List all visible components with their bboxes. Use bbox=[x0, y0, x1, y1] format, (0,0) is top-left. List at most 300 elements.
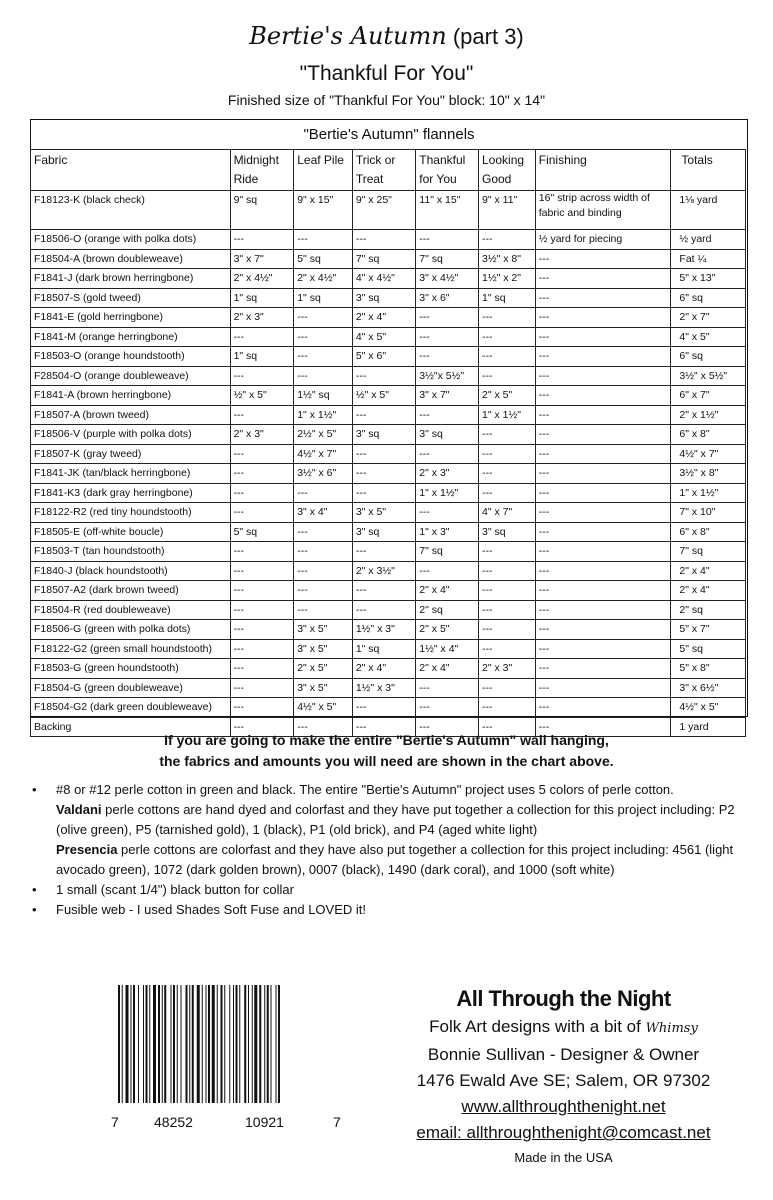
table-cell: ½ yard bbox=[671, 230, 746, 250]
barcode bbox=[113, 985, 335, 1118]
table-cell: --- bbox=[230, 678, 294, 698]
chart-note-line: If you are going to make the entire "Bertie's Autumn" wall hanging, bbox=[164, 732, 609, 748]
table-cell: --- bbox=[479, 561, 536, 581]
table-cell: 3" sq bbox=[479, 522, 536, 542]
fabric-cell: F1841-A (brown herringbone) bbox=[31, 386, 231, 406]
table-cell: 9" x 15" bbox=[294, 191, 353, 230]
barcode-bar bbox=[118, 985, 120, 1103]
table-cell: 1½" x 2" bbox=[479, 269, 536, 289]
table-row bbox=[31, 542, 746, 562]
table-cell: --- bbox=[535, 444, 671, 464]
table-row bbox=[31, 308, 746, 328]
table-cell: 2" x 4½" bbox=[230, 269, 294, 289]
table-cell: --- bbox=[416, 561, 479, 581]
table-cell: 1⅛ yard bbox=[671, 191, 746, 230]
table-cell: 4" x 7" bbox=[479, 503, 536, 523]
table-cell: --- bbox=[535, 366, 671, 386]
table-cell: --- bbox=[352, 600, 415, 620]
barcode-bar bbox=[162, 985, 163, 1103]
table-cell: --- bbox=[535, 659, 671, 679]
fabric-cell: F18503-T (tan houndstooth) bbox=[31, 542, 231, 562]
supplies-list bbox=[30, 780, 745, 920]
fabric-cell: F18506-O (orange with polka dots) bbox=[31, 230, 231, 250]
table-cell: 2" x 4" bbox=[416, 581, 479, 601]
table-cell: 2" sq bbox=[416, 600, 479, 620]
table-cell: --- bbox=[479, 620, 536, 640]
table-cell: --- bbox=[416, 405, 479, 425]
barcode-digit: 7 bbox=[111, 1114, 119, 1130]
table-cell: 1" x 3" bbox=[416, 522, 479, 542]
barcode-bar bbox=[186, 985, 188, 1103]
table-cell: --- bbox=[535, 249, 671, 269]
table-cell: 1" x 1½" bbox=[479, 405, 536, 425]
table-row bbox=[31, 503, 746, 523]
table-cell: 1 yard bbox=[671, 717, 746, 737]
table-cell: 6" sq bbox=[671, 288, 746, 308]
title-part: (part 3) bbox=[452, 24, 524, 49]
table-cell: --- bbox=[352, 542, 415, 562]
fabric-cell: F18505-E (off-white boucle) bbox=[31, 522, 231, 542]
bullet: • bbox=[32, 882, 37, 897]
table-cell: --- bbox=[479, 327, 536, 347]
table-cell: 2" x 1½" bbox=[671, 405, 746, 425]
table-cell: --- bbox=[416, 327, 479, 347]
table-cell: --- bbox=[535, 405, 671, 425]
table-cell: 1" x 1½" bbox=[294, 405, 353, 425]
table-cell: 7" sq bbox=[416, 249, 479, 269]
barcode-bar bbox=[126, 985, 129, 1103]
table-cell: 11" x 15" bbox=[416, 191, 479, 230]
table-cell: 4½" x 5" bbox=[671, 698, 746, 718]
table-cell: --- bbox=[479, 230, 536, 250]
table-cell: 5" x 6" bbox=[352, 347, 415, 367]
table-cell: --- bbox=[416, 678, 479, 698]
fabric-cell: F1841-J (dark brown herringbone) bbox=[31, 269, 231, 289]
table-cell: --- bbox=[479, 542, 536, 562]
table-cell: 9" sq bbox=[230, 191, 294, 230]
barcode-bar bbox=[202, 985, 203, 1103]
table-cell: 2½" x 5" bbox=[294, 425, 353, 445]
table-cell: ½" x 5" bbox=[352, 386, 415, 406]
table-cell: --- bbox=[294, 522, 353, 542]
table-cell: ½" x 5" bbox=[230, 386, 294, 406]
table-cell: --- bbox=[416, 717, 479, 737]
table-cell: --- bbox=[479, 678, 536, 698]
table-cell: --- bbox=[230, 230, 294, 250]
table-cell: 2" x 4" bbox=[416, 659, 479, 679]
table-cell: 3" x 6" bbox=[416, 288, 479, 308]
table-cell: --- bbox=[230, 639, 294, 659]
table-cell: --- bbox=[352, 464, 415, 484]
barcode-bar bbox=[189, 985, 190, 1103]
fabric-cell: F18503-O (orange houndstooth) bbox=[31, 347, 231, 367]
table-cell: --- bbox=[479, 347, 536, 367]
chart-title: "Bertie's Autumn" flannels bbox=[303, 126, 475, 143]
table-cell: --- bbox=[230, 620, 294, 640]
finished-size: Finished size of "Thankful For You" block: 10" x 14" bbox=[227, 92, 546, 108]
fabric-cell: F18504-A (brown doubleweave) bbox=[31, 249, 231, 269]
fabric-cell: F18507-S (gold tweed) bbox=[31, 288, 231, 308]
supply-text: Fusible web - I used Shades Soft Fuse and LOVED it! bbox=[56, 902, 366, 917]
table-cell: 9" x 25" bbox=[352, 191, 415, 230]
fabric-cell: F18122-G2 (green small houndstooth) bbox=[31, 639, 231, 659]
table-cell: Fat ¼ bbox=[671, 249, 746, 269]
table-cell: 1½" x 4" bbox=[416, 639, 479, 659]
table-cell: --- bbox=[535, 639, 671, 659]
table-cell: 2" sq bbox=[671, 600, 746, 620]
table-cell: 2" x 3" bbox=[479, 659, 536, 679]
table-cell: 6" x 8" bbox=[671, 425, 746, 445]
col-header: Fabric bbox=[31, 150, 231, 191]
table-cell: 4½" x 7" bbox=[671, 444, 746, 464]
table-row bbox=[31, 483, 746, 503]
publisher-info bbox=[386, 985, 741, 1170]
table-row bbox=[31, 600, 746, 620]
barcode-bar bbox=[143, 985, 144, 1103]
table-cell: 5" x 13" bbox=[671, 269, 746, 289]
table-cell: --- bbox=[294, 600, 353, 620]
table-cell: --- bbox=[416, 698, 479, 718]
table-cell: 2" x 4" bbox=[352, 308, 415, 328]
table-cell: --- bbox=[535, 717, 671, 737]
table-cell: 1½" x 3" bbox=[352, 620, 415, 640]
table-cell: 1" sq bbox=[479, 288, 536, 308]
barcode-bar bbox=[173, 985, 175, 1103]
barcode-digits: 48252 bbox=[154, 1114, 193, 1130]
barcode-bar bbox=[212, 985, 215, 1103]
chart-note-line: the fabrics and amounts you will need are shown in the chart above. bbox=[159, 753, 614, 769]
table-cell: --- bbox=[479, 717, 536, 737]
table-cell: 1" x 1½" bbox=[416, 483, 479, 503]
table-cell: --- bbox=[352, 405, 415, 425]
table-cell: 16" strip across width of fabric and binding bbox=[535, 191, 671, 230]
table-cell: --- bbox=[479, 698, 536, 718]
table-row bbox=[31, 561, 746, 581]
fabric-table bbox=[30, 149, 746, 737]
table-cell: --- bbox=[230, 542, 294, 562]
table-cell: 1" sq bbox=[352, 639, 415, 659]
col-header: Trick or Treat bbox=[352, 150, 415, 191]
table-cell: 3½" x 8" bbox=[479, 249, 536, 269]
table-cell: 3" x 4½" bbox=[416, 269, 479, 289]
bullet: • bbox=[32, 782, 37, 797]
table-cell: --- bbox=[352, 581, 415, 601]
barcode-bar bbox=[146, 985, 148, 1103]
barcode-bar bbox=[208, 985, 210, 1103]
table-cell: --- bbox=[230, 366, 294, 386]
barcode-bar bbox=[259, 985, 261, 1103]
table-cell: 2" x 4" bbox=[352, 659, 415, 679]
table-cell: 3" x 5" bbox=[294, 620, 353, 640]
table-cell: --- bbox=[294, 308, 353, 328]
table-row bbox=[31, 464, 746, 484]
table-cell: 3" x 5" bbox=[294, 678, 353, 698]
table-cell: --- bbox=[479, 366, 536, 386]
fabric-cell: F18507-A2 (dark brown tweed) bbox=[31, 581, 231, 601]
list-item bbox=[30, 880, 745, 900]
table-row bbox=[31, 386, 746, 406]
table-cell: 2" x 3" bbox=[230, 425, 294, 445]
barcode-bar bbox=[192, 985, 194, 1103]
table-cell: 1½" sq bbox=[294, 386, 353, 406]
table-cell: --- bbox=[535, 464, 671, 484]
table-row bbox=[31, 698, 746, 718]
table-cell: --- bbox=[230, 717, 294, 737]
barcode-bar bbox=[276, 985, 277, 1103]
whimsy-word: Whimsy bbox=[645, 1021, 698, 1036]
table-cell: --- bbox=[479, 464, 536, 484]
barcode-bar bbox=[252, 985, 253, 1103]
table-cell: 6" x 7" bbox=[671, 386, 746, 406]
pattern-title bbox=[0, 22, 773, 50]
fabric-cell: F18503-G (green houndstooth) bbox=[31, 659, 231, 679]
barcode-bar bbox=[197, 985, 200, 1103]
fabric-cell: F1841-K3 (dark gray herringbone) bbox=[31, 483, 231, 503]
table-cell: --- bbox=[416, 444, 479, 464]
barcode-digit: 7 bbox=[333, 1114, 341, 1130]
table-header-row bbox=[31, 150, 746, 191]
table-cell: 3" sq bbox=[352, 425, 415, 445]
table-cell: 3" sq bbox=[416, 425, 479, 445]
table-cell: --- bbox=[230, 659, 294, 679]
table-row bbox=[31, 405, 746, 425]
table-cell: 3" x 5" bbox=[294, 639, 353, 659]
table-cell: --- bbox=[535, 581, 671, 601]
fabric-cell: F18507-A (brown tweed) bbox=[31, 405, 231, 425]
table-row bbox=[31, 347, 746, 367]
brand-name: Valdani bbox=[56, 802, 102, 817]
supply-text: perle cottons are colorfast and they have also put together a collection for this project including: 4561 (light avocado green), 1072 (dark golden brown), 0007 (black), 1490 (dark coral), and 1000 (soft white) bbox=[56, 842, 734, 877]
block-title: "Thankful For You" bbox=[299, 62, 474, 85]
table-row bbox=[31, 522, 746, 542]
table-row bbox=[31, 249, 746, 269]
table-cell: --- bbox=[294, 581, 353, 601]
table-row bbox=[31, 425, 746, 445]
fabric-cell: F18504-R (red doubleweave) bbox=[31, 600, 231, 620]
barcode-bar bbox=[158, 985, 160, 1103]
table-cell: --- bbox=[294, 366, 353, 386]
table-row bbox=[31, 327, 746, 347]
fabric-cell: F18506-V (purple with polka dots) bbox=[31, 425, 231, 445]
table-cell: 5" x 8" bbox=[671, 659, 746, 679]
barcode-bar bbox=[236, 985, 238, 1103]
table-cell: --- bbox=[230, 405, 294, 425]
brand-name: Presencia bbox=[56, 842, 118, 857]
table-cell: 4½" x 5" bbox=[294, 698, 353, 718]
table-cell: 3" x 5" bbox=[352, 503, 415, 523]
table-cell: 1" sq bbox=[294, 288, 353, 308]
table-cell: 7" sq bbox=[416, 542, 479, 562]
table-cell: 4" x 4½" bbox=[352, 269, 415, 289]
table-row bbox=[31, 581, 746, 601]
fabric-cell: Backing bbox=[31, 717, 231, 737]
table-cell: --- bbox=[352, 717, 415, 737]
barcode-bar bbox=[229, 985, 230, 1103]
table-cell: --- bbox=[294, 483, 353, 503]
supply-text: 1 small (scant 1/4") black button for collar bbox=[56, 882, 294, 897]
table-cell: --- bbox=[479, 581, 536, 601]
table-cell: 2" x 5" bbox=[416, 620, 479, 640]
table-cell: --- bbox=[416, 503, 479, 523]
table-cell: 2" x 4½" bbox=[294, 269, 353, 289]
col-header: Thankful for You bbox=[416, 150, 479, 191]
table-cell: 3" x 7" bbox=[416, 386, 479, 406]
col-header: Midnight Ride bbox=[230, 150, 294, 191]
table-cell: --- bbox=[535, 288, 671, 308]
table-cell: 4" x 5" bbox=[352, 327, 415, 347]
table-cell: 3" x 7" bbox=[230, 249, 294, 269]
barcode-bar bbox=[153, 985, 156, 1103]
table-cell: 2" x 7" bbox=[671, 308, 746, 328]
table-cell: 6" sq bbox=[671, 347, 746, 367]
table-cell: --- bbox=[535, 678, 671, 698]
chart-note bbox=[0, 730, 773, 772]
table-cell: --- bbox=[230, 581, 294, 601]
list-item bbox=[30, 780, 745, 800]
table-cell: 3½" x 8" bbox=[671, 464, 746, 484]
table-cell: 4" x 5" bbox=[671, 327, 746, 347]
barcode-bars bbox=[118, 985, 332, 1103]
table-cell: --- bbox=[230, 327, 294, 347]
list-item bbox=[30, 840, 745, 880]
table-cell: 3½"x 5½" bbox=[416, 366, 479, 386]
title-script: Bertie's Autumn bbox=[249, 22, 447, 50]
table-cell: --- bbox=[535, 620, 671, 640]
table-cell: --- bbox=[230, 561, 294, 581]
table-cell: --- bbox=[479, 308, 536, 328]
table-cell: 3" x 6½" bbox=[671, 678, 746, 698]
table-cell: 2" x 5" bbox=[479, 386, 536, 406]
table-cell: 7" sq bbox=[352, 249, 415, 269]
table-cell: --- bbox=[230, 483, 294, 503]
fabric-cell: F18123-K (black check) bbox=[31, 191, 231, 230]
list-item bbox=[30, 800, 745, 840]
table-cell: 2" x 3½" bbox=[352, 561, 415, 581]
website-link[interactable]: www.allthroughthenight.net bbox=[461, 1097, 666, 1116]
table-cell: --- bbox=[230, 600, 294, 620]
fabric-cell: F18504-G2 (dark green doubleweave) bbox=[31, 698, 231, 718]
table-row bbox=[31, 230, 746, 250]
table-cell: --- bbox=[230, 503, 294, 523]
table-cell: --- bbox=[352, 698, 415, 718]
fabric-cell: F1841-E (gold herringbone) bbox=[31, 308, 231, 328]
barcode-bar bbox=[233, 985, 234, 1103]
fabric-cell: F18506-G (green with polka dots) bbox=[31, 620, 231, 640]
table-cell: --- bbox=[535, 698, 671, 718]
barcode-bar bbox=[181, 985, 182, 1103]
table-cell: --- bbox=[294, 717, 353, 737]
barcode-bar bbox=[122, 985, 123, 1103]
table-cell: --- bbox=[230, 698, 294, 718]
table-cell: 2" x 3" bbox=[230, 308, 294, 328]
table-cell: 1½" x 3" bbox=[352, 678, 415, 698]
address: 1476 Ewald Ave SE; Salem, OR 97302 bbox=[416, 1071, 711, 1090]
table-row bbox=[31, 639, 746, 659]
table-cell: 9" x 11" bbox=[479, 191, 536, 230]
barcode-bar bbox=[206, 985, 207, 1103]
barcode-bar bbox=[254, 985, 257, 1103]
table-cell: 5" sq bbox=[230, 522, 294, 542]
table-cell: --- bbox=[535, 503, 671, 523]
company-name: All Through the Night bbox=[456, 986, 671, 1011]
fabric-cell: F28504-O (orange doubleweave) bbox=[31, 366, 231, 386]
table-row bbox=[31, 191, 746, 230]
table-cell: --- bbox=[479, 444, 536, 464]
table-cell: --- bbox=[416, 230, 479, 250]
barcode-bar bbox=[138, 985, 139, 1103]
fabric-cell: F1841-M (orange herringbone) bbox=[31, 327, 231, 347]
table-row bbox=[31, 659, 746, 679]
table-cell: 1" sq bbox=[230, 288, 294, 308]
table-cell: 2" x 4" bbox=[671, 581, 746, 601]
table-cell: --- bbox=[416, 347, 479, 367]
table-cell: --- bbox=[535, 483, 671, 503]
table-cell: 5" sq bbox=[671, 639, 746, 659]
table-row bbox=[31, 444, 746, 464]
barcode-digits: 10921 bbox=[245, 1114, 284, 1130]
barcode-bar bbox=[271, 985, 272, 1103]
tagline: Folk Art designs with a bit of Whimsy bbox=[429, 1017, 698, 1036]
table-cell: 3½" x 6" bbox=[294, 464, 353, 484]
table-row bbox=[31, 620, 746, 640]
table-cell: 3" x 4" bbox=[294, 503, 353, 523]
fabric-chart bbox=[30, 119, 748, 733]
barcode-bar bbox=[278, 985, 280, 1103]
barcode-bar bbox=[239, 985, 240, 1103]
table-cell: 6" x 8" bbox=[671, 522, 746, 542]
table-cell: --- bbox=[535, 347, 671, 367]
table-cell: 3" sq bbox=[352, 522, 415, 542]
designer: Bonnie Sullivan - Designer & Owner bbox=[427, 1045, 700, 1064]
table-cell: --- bbox=[535, 522, 671, 542]
table-cell: 4½" x 7" bbox=[294, 444, 353, 464]
barcode-bar bbox=[133, 985, 135, 1103]
col-header: Totals bbox=[671, 150, 746, 191]
barcode-bar bbox=[171, 985, 172, 1103]
table-cell: 5" sq bbox=[294, 249, 353, 269]
table-cell: --- bbox=[535, 425, 671, 445]
table-cell: --- bbox=[535, 327, 671, 347]
barcode-bar bbox=[264, 985, 265, 1103]
supply-text: #8 or #12 perle cotton in green and black. The entire "Bertie's Autumn" project uses 5 colors of perle cotton. bbox=[56, 782, 674, 797]
table-row bbox=[31, 678, 746, 698]
table-cell: --- bbox=[535, 542, 671, 562]
table-cell: --- bbox=[230, 464, 294, 484]
made-in: Made in the USA bbox=[514, 1150, 613, 1165]
barcode-bar bbox=[267, 985, 269, 1103]
table-row bbox=[31, 366, 746, 386]
table-cell: --- bbox=[479, 639, 536, 659]
table-cell: 2" x 3" bbox=[416, 464, 479, 484]
table-cell: 2" x 4" bbox=[671, 561, 746, 581]
barcode-bar bbox=[221, 985, 223, 1103]
table-row bbox=[31, 269, 746, 289]
table-cell: --- bbox=[535, 600, 671, 620]
barcode-bar bbox=[248, 985, 249, 1103]
barcode-bar bbox=[217, 985, 218, 1103]
col-header: Looking Good bbox=[479, 150, 536, 191]
table-cell: --- bbox=[535, 561, 671, 581]
table-row bbox=[31, 288, 746, 308]
fabric-cell: F1840-J (black houndstooth) bbox=[31, 561, 231, 581]
table-cell: 2" x 5" bbox=[294, 659, 353, 679]
table-cell: 7" sq bbox=[671, 542, 746, 562]
email-link[interactable]: email: allthroughthenight@comcast.net bbox=[416, 1123, 711, 1142]
table-cell: --- bbox=[352, 483, 415, 503]
table-cell: 1" x 1½" bbox=[671, 483, 746, 503]
table-cell: 7" x 10" bbox=[671, 503, 746, 523]
table-cell: --- bbox=[294, 542, 353, 562]
